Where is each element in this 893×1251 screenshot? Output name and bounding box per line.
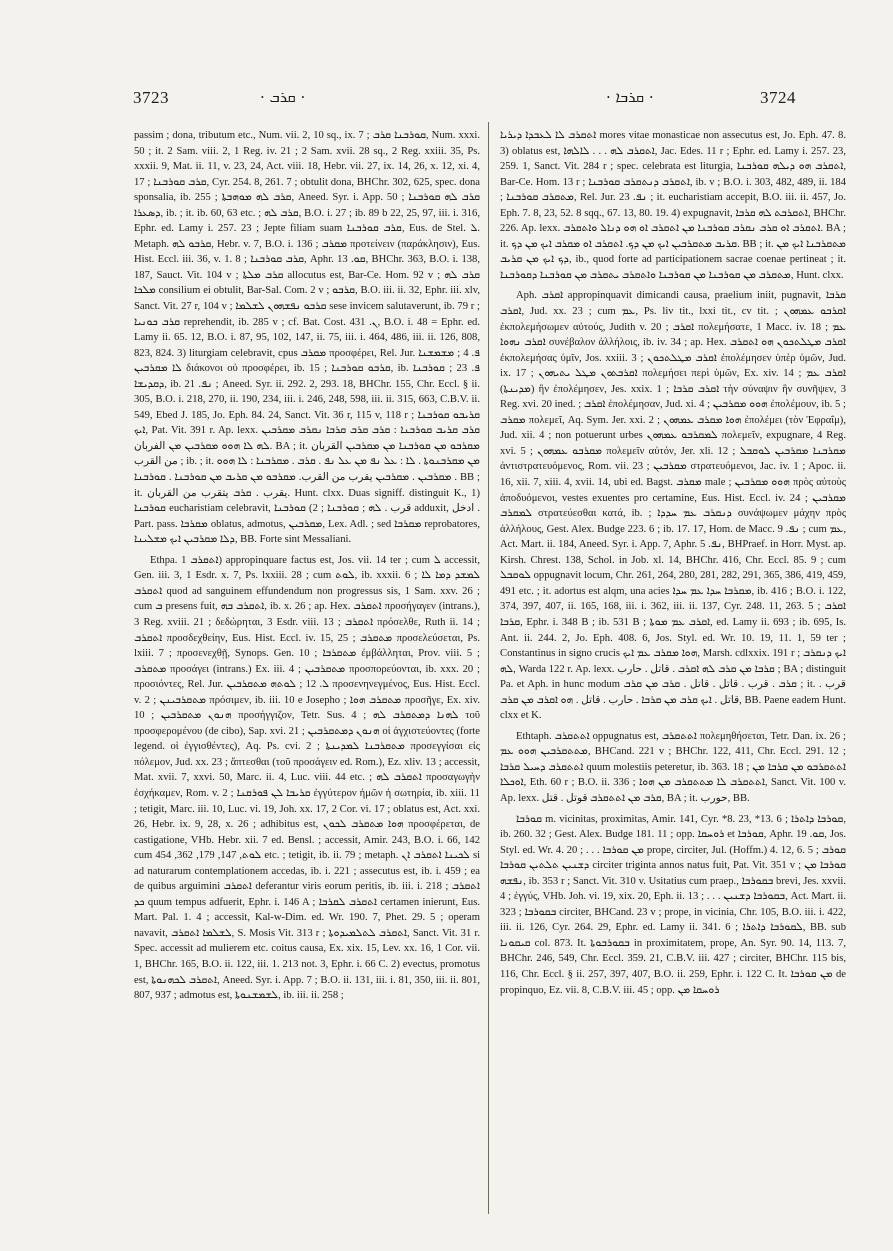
right-column (500, 128, 846, 998)
entry-qurba: ܩܘܪܒܐ m. vicinitas, proximitas, Amir. 141, Cyr. *8. 23, *13. 6 ; ܩܘܪܒܐ ܕܐܬܪܐ, ib. 260. 32 ; Gest. Alex. Budge 181. 11 ; opp. ܪܘܚܩܐ et ܩܘܪܒܐ, Aphr. ܩܘ. 19, Jos. Styl. ed. Wr. 4. 20 ; . . . ܡܢ ܩܘܪܒܐ prope, circiter, Jul. (Hoffm.) 4. 12, 6. 5 ; ܩܘܪܒ ܕܫܢܝܢ ܬܠܬܝܢ ܩܘܪܒܐ circiter triginta annos natus fuit, Pat. Vit. 351 v ; ܩܘܪܒܐ ܡܢ ܢܦܫܗ, ib. 353 r ; Sanct. Vit. 310 v. Usitatius cum praep., ܒܩܘܪܒܐ brevi, Jes. xxvii. 4 ; ἐγγύς, VHb. Joh. vi. 19, xix. 20, Eph. ii. 13 ; . . . ܒܩܘܪܒܐ ܕܫܢܝܢ, Act. Mart. ii. 323 ; ܒܩܘܪܒܐ circiter, BHCand. 23 v ; prope, in vicinia, Chr. 105, B.O. iii. i. 422, iii. ii. 126, Cyr. 264. 29, Ephr. ed. Lamy ii. 341. 6 ; ܠܩܘܪܒܐ ܕܐܬܪܐ, BB. sub ܩܝܩܘܢܐ col. 873. It. ܒܩܘܪܒܘܬܐ in proximitatem, prope, An. Syr. 90. 14, 113. 7, BHChr. 246, 549, Chr. Eccl. 359. 21, C.B.V. iii. 427 ; circiter, BHChr. 115 bis, 116, Chr. Eccl. § ii. 257, 397, 407, B.O. ii. 259, Ephr. i. 122 C. It. ܡܢ ܩܘܪܒܐ de propinquo, Ez. vii. 8, C.B.V. iii. 45 ; opp. ܪܘܚܩܐ ܡܢ (500, 813, 847, 996)
left-column (134, 128, 480, 1004)
left-running-title: · ܩܪܒ · (260, 88, 306, 106)
page-bottom-edge (0, 1222, 893, 1223)
entry-aph: Aph. ܐܩܪܒ appropinquavit dimicandi causa, praelium iniit, pugnavit, ܩܪܒܐ ܐܩܪܒ, Jud. xx. 23 ; cum ܥܡ, Ps. liv tit., lxxi tit., cv tit. ; ܐܩܪܒܘ ܥܡܗܘܢ ἐκπολεμήσωμεν αὐτούς, Judith v. 20 ; ܐܩܪܒ πολεμήσατε, 1 Macc. iv. 18 ; ܥܡ ܐܩܪܒ ܢܗܘܐ συνέβαλον ἀλλήλοις, ib. iv. 34 ; ap. Hex. ܐܩܪܒ ܡܛܠܬܟܘܢ ܗܘ ܐܬܩܪܒ ἐκπολεμήσας ὑμῖν, Jos. xxiii. 3 ; ܐܩܪܒ ܡܛܠܬܟܘܢ ἐπολέμησεν ὑπὲρ ὑμῶν, Jud. ix. 17 ; ܐܩܪܒܬܘܢ ܡܛܠ ܝܬܝܗܘܢ πολεμήσει περὶ ὑμῶν, Ex. xiv. 14 ; ܐܩܪܒ ܥܡ (ܡܕܝܢܬܐ) ἣν ἐπολέμησεν, Jes. xxix. 1 ; ܐܩܪܒ ܩܪܒܐ τὴν σύναψιν ἣν συνῆψεν, 3 Reg. xvi. 20 ined. ; ܐܩܪܒ ἐπολέμησαν, Jud. xi. 4 ; ܗܘܘ ܡܩܪܒܝܢ ἐπολέμουν, ib. 5 ; ܡܩܪܒ πολεμεῖ, Aq. Sym. Jer. xxi. 2 ; ܗܘܐ ܡܩܪܒ ܥܡܗܘܢ ἐπολέμει (τὸν Ἐφραΐμ), Jud. xii. 4 ; non potuerunt urbes ܠܡܩܪܒܘ ܥܡܗܘܢ πολεμεῖν, expugnare, 4 Reg. xvi. 5 ; ܡܩܪܒܘ ܥܡܗܘܢ πολεμεῖν αὐτόν, Jer. xli. 12 ; ܡܩܪܒܢܐ ܡܩܪܒܝܢ ܠܘܩܒܠ ἀντιστρατευόμενος, Rom. vii. 23 ; ܡܩܪܒܝܢ στρατευόμενοι, Jac. iv. 1 ; Apoc. ii. 16, xii. 7, xiii. 4, xvii. 14, ubi ed. Bagst. ܡܩܪܒ male ; ܗܘܘ ܡܩܪܒܝܢ πρὸς αὐτοὺς ἀποδυόμενοι, vestes exuentes pro certamine, Eus. Hist. Eccl. iv. 24 ; ܡܩܪܒܝܢ ܠܡܩܪܒ στρατεύεσθαι κατά, ib. ; ܕܢܩܪܒ ܥܡ ܚܕܕܐ συνάψωμεν μάχην πρὸς ἀλλήλους, Gest. Alex. Budge 223. 6 ; ib. 17. 17, Hom. de Macc. ܢܦ. 9 ; cum ܥܡ, Act. Mart. ii. 184, Aneed. Syr. i. App. 7, Aphr. ܢܦ. 5, BHPraef. in Horr. Myst. ap. Kirsh. Chrest. 138, Schol. in Job. xl. 14, BHChr. 416, Chr. Eccl. 85. 9 ; cum ܠܘܩܒܠ oppugnavit locum, Chr. 261, 264, 280, 281, 282, 291, 365, 386, 419, 459, 491 etc. ; it. adortus est alqm, una acies ܡܩܪܒܐ ܚܕܐ ܥܡ ܚܕܐ, ib. 416 ; B.O. i. 122, 374, 397, 407, ii. 165, 168, iii. i. 362, iii. ii. 137, Cyr. 248. 11, 263. 5 ; ܐܩܪܒ ܩܪܒܐ, Ephr. i. 348 B ; ib. 531 B ; ܐܩܪܒ ܥܡ ܡܘܬܐ, ed. Lamy ii. 693 ; ib. 695, Is. Ant. ii. 244. 2, Jo. Eph. 408. 6, Jos. Styl. ed. Wr. 10. 19, 11. 1, 59 ter ; Constantinus in signo crucis ܗܘܐ ܡܩܪܒ ܥܡ ܐܝܟ, Marsh. cdlxxix. 191 r ; ܐܝܟ ܕܢܩܪܒ ܠܗ, Warda 122 r. Ap. lexx. ܩܪܒܐ ܡܢ ܩܪܒ ܠܗ ܐܩܪܒ . قاتل . حارب ; BA ; distinguit Pa. et Aph. in hunc modum ܩܪܒ . قرب . قاتل . قاتل . ܩܪܒ ܡܢ ܩܪܒ ; it. قرب . قاتل . ܐܝܟ ܩܪܒ ܡܢ ܩܪܒܐ . حارب . قاتل . ܗܘ ܐܩܪܒ ܡܢ ܩܪܒ, BB. Paene eadem Hunt. clxx et K. (500, 290, 847, 722)
entry-ethtaph: Ethtaph. ܐܬܬܩܪܒ oppugnatus est, ܐܬܬܩܪܒ πολεμηθήσεται, Tetr. Dan. ix. 26 ; ܡܬܬܩܪܒܝܢ ܗܘܘ ܥܡ, BHCand. 221 v ; BHChr. 122, 411, Chr. Eccl. 291. 12 ; ܐܬܬܩܪܒ ܕܚܝܠ ܩܪܒܐ quum molestiis peteretur, ib. 363. 18 ; ܐܬܬܩܪܒܘ ܡܢ ܩܪܒܐ ܡܢ ܐܘܟܠܐ, Eth. 60 r ; B.O. ii. 336 ; ܐܬܬܩܪܒ ܠܐ ܡܬܬܩܪܒ ܡܢ ܗܘܐ, Sanct. Vit. 100 v. Ap. lexx. ܩܪܒ ܡܢ ܐܬܬܩܪܒ قوتل . قتل, BA ; it. حورب, BB. (500, 730, 846, 804)
entry-paragraph: passim ; dona, tributum etc., Num. vii. 2, 10 sq., ix. 7 ; ܩܘܪܒܢܐ ܩܪܒ, Num. xxxi. 50 ; it. 2 Sam. viii. 2, 1 Reg. iv. 21 ; 2 Sam. xvii. 28 sq., 2 Reg. xxiii. 35, Ps. xxxii. 9, Mat. ii. 11, v. 23, 24, Act. viii. 18, Hebr. vii. 27, ix. 14, 26, x. 12, xi. 4, 17 ; ܩܪܒ ܩܘܪܒܢܐ, Cyr. 254. 8, 261. 7 ; obtulit dona, BHChr. 302, 625, spec. dona sponsalia, ib. 255 ; ܩܪܒ ܠܗ ܡܘܗܒܬܐ, Aneed. Syr. i. App. 50 ; ܩܪܒ ܠܗ ܩܘܪܒܢܐ ܕܣܥܪܐ, ib. ; it. ib. 60, 63 etc. ; ܩܪܒ ܠܗ, B.O. i. 27 ; ib. 89 b 22, 25, 97, iii. i. 316, Ephr. ed. Lamy i. 257. 23 ; Jepte filiam suam ܩܪܒ ܩܘܪܒܢܐ, Eus. de Stel. ܠ. Metaph. ܩܪܒܘ ܠܗ, Hebr. v. 7, B.O. i. 136 ; ܡܩܪܒ προτείνειν (παράκλησιν), Eus. Hist. Eccl. iii. 36, v. 1. 8 ; ܩܪܒ ܩܘܪܒܢܐ, Aphr. ܩܘ. 13, BHChr. 363, B.O. i. 138, 187, Sauct. Vit. 104 v ; ܩܪܒ ܡܠܬܐ allocutus est, Bar-Ce. Hom. 92 v ; ܩܪܒ ܠܗ ܡܠܟܐ consilium ei obtulit, Bar-Sal. Com. 2 v ; ܩܪܒܘ, B.O. iii. ii. 32, Ephr. iii. xlv, Sanct. Vit. 27 r, 104 v ; ܩܪܒܘ ܢܦܫܗܘܢ ܠܫܠܡܐ sese invicem salutaverunt, ib. 79 r ; ܩܪܒ ܟܘܢܝܐ reprehendit, ib. 285 v ; cf. Bat. Cost. ܢ. 431, B.O. i. 48 = Ephr. ed. Lamy ii. 65. 12, B.O. i. 87, 95, 102, 147, ii. 75, iii. i. 464, 486, iii. ii. 126, 808, 823, 824. 3) liturgiam celebravit, cpus ܡܩܪܒ προσφέρει, Rel. Jur. ܦ. 4 ; ܡܫܡܫܢܐ ܠܐ ܡܩܪܒܝܢ διάκονοι οὐ προσφέρει, ib. 15 ; ܩܪܒܘ ܩܘܪܒܢܐ, ib. ܦ. 23 ; ܩܘܪܒܢܐ ܕܩܕܝܫܐ, ib. ܢܦ. 21 ; Aneed. Syr. ii. 292. 2, 293. 18, BHChr. 155, Chr. Eccl. § ii. 305, B.O. i. 218, 270, ii. 190, 234, iii. i. 246, 248, 598, iii. ii. 315, 663, C.B.V. ii. 549, Ebed J. 185, Jo. Eph. 84. 24, Sanct. Vit. 36 r, 115 v, 118 r ; ܩܪܝܒܘ ܩܘܪܒܢܐ ܐܝܟ, Pat. Vit. 391 r. Ap. lexx. ܩܪܒ ܩܪܝܒ ܩܘܪܒܢܐ : ܩܪܒ ܩܪܒ ܩܪܒܐ ܢܩܪܒ ܡܩܪܒܝܢ ܠܗ ܠܐ ܗܘܘ ܡܩܪܒܝܢ ܡܢ الفربان. BA ; it. ܡܩܪܒܘ ܡܢ ܩܘܪܒܢܐ ܡܢ ܡܩܪܒܝܢ القربان من القرب ; ib. ; it. ܡܢ ܡܩܪܒܢܘܬܐ . ܠܐ : ܥܠ ܢܦ ܡܢ ܥܠ ܢܦ . ܩܪܒ . ܡܩܪܒܢܐ : ܠܐ ܗܘܘ ܡܩܪܒܝܢ . ܡܩܪܒܝܢ يقرب من القرب. ܡܩܪܒܘ ܡܢ ܩܪܝܒ ܡܢ ܩܘܪܒܢܐ . ܩܘܪܒܢܐ . BB ; it. يقرب . ܩܪܒ يتقرب من القربان. Hunt. clxx. Duas signiff. distinguit K., 1) ܩܘܪܒܢܐ eucharistiam celebravit, قرب . ܠܗ ; ܩܘܪܒܢܐ ; 2) ܩܘܪܒܢܐ adduxit, ادخل . Part. pass. ܡܩܪܒܐ oblatus, admotus, ܡܩܪܒܝܢ, Lex. Adl. ; sed ܡܩܪܒܐ reprobatores, ܕܠܐ ܡܩܪܒܝܢ ܐܝܟ ܡܫܠܝܢܐ, BB. Forte sint Messaliani. (134, 130, 481, 546)
entry-ethpa: Ethpa. ܐܬܩܪܒ 1) appropinquare factus est, Jos. vii. 14 ter ; cum ܠ accessit, Gen. iii. 3, 1 Esdr. x. 7, Ps. lxxiii. 28 ; cum ܠܘܬ, ib. xxxii. 6 ; ܠܡܫܕ ܕܡܐ ܠܐ ܐܬܩܪܒ quod ad sanguinem effundendum non progressus sis, 1 Sam. xxv. 26 ; cum ܒ presens fuit, ܐܬܩܪܒ ܒܗ, ib. x. 26 ; ap. Hex. ܐܬܩܪܒ προσήγαγεν (intrans.), 3 Reg. xviii. 21 ; δεδώρηται, 3 Esdr. viii. 13 ; ܐܬܩܪܒ πρόσελθε, Ruth ii. 14 ; ܐܬܩܪܒ προσδεχθείην, Eus. Hist. Eccl. iv. 15, 25 ; ܡܬܩܪܒ προσελεύσεται, Ps. lxiii. 7 ; προσενεχθῇ, Synops. Gen. 10 ; ܡܬܩܪܒܐ ἐμβάλληται, Prov. viii. 5 ; ܡܬܩܪܒ προσάγει (intrans.) Ex. iii. 4 ; ܡܬܩܪܒܝܢ προσπορεύονται, ib. xxx. 20 ; προσιόντες, Rel. Jur. ܠ. 12 ; ܠܘܬܗ ܡܬܩܪܒܝܢ προσενηνεγμένος, Eus. Hist. Eccl. v. 2 ; ܡܬܩܪܒܝܢܢ πρόσιμεν, ib. iii. 10 e Josepho ; ܡܬܩܪܒ ܗܘܐ προσῆγε, Ex. xiv. 10 ; ܗܢܘܢ ܡܬܩܪܒܝܢ προσήγγιζον, Tetr. Sus. 4 ; ܠܗܢܐ ܕܡܬܩܪܒ ܠܗ τοῦ προσφερομένου (de cibo), Sap. xvi. 21 ; ܗܢܘܢ ܕܡܬܩܪܒܝܢ οἱ ἀγχιστεύοντες (forte legend. οἱ ἐγγισθέντες), Aq. Ps. cvi. 2 ; ܡܬܩܪܒܢܐ ܠܡܕܝܢܬܐ προσεγγίσαι εἰς πόλεμον, Jud. xx. 23 ; ἅπτεσθαι (τοῦ προσάγειν ed. Rom.), Ez. xliv. 13 ; accessit, Mat. xvii. 7, xxvi. 50, Marc. ii. 4, Luc. viii. 44 etc. ; ܐܬܩܪܒ ܠܗ προσαγωγὴν ἐσχήκαμεν, Rom. v. 2 ; ܩܪܝܒܐ ܠܢ ܦܘܪܩܢܐ ἐγγύτερον ἡμῶν ἡ σωτηρία, ib. xiii. 11 ; tetigit, Marc. iii. 10, Luc. vi. 19, Joh. xx. 17, 2 Cor. vi. 17 ; oblatus est, Act. xxi. 26, Hebr. ix. 9, 28, x. 26 ; adhibitus est, ܗܘܐ ܡܬܩܪܒ ܠܟܘܢ προσφέρεται, de castigatione, VHb. Hebr. xii. 7 ed. Bensl. ; accessit, Amir. 243, B.O. i. 66, 142 cum ܠܘܬ, 147, 179, 362, 454 etc. ; tetigit, ib. ii. 79 ; metaph. ܠܟܝܢܐ ܐܬܩܪܒ ܐܢ si ad naturarum contemplationem accedas, ib. i. 221 ; assecutus est, ib. i. 459 ; ea de quibus arguimini ܐܬܩܪܒ deferantur viris eorum peritis, ib. iii. i. 218 ; ܐܬܩܪܒ ܟܕ quum tempus adfuerit, Ephr. i. 146 A ; ܐܬܩܪܒ ܠܩܪܒܐ certamen inierunt, Eus. Mart. Pal. 1. 4 ; accessit, Kal-w-Dim. ed. Wr. 190. 7, Phet. 29. 5 ; operam navavit, ܠܫܠܡܐ ܐܬܩܪܒ, S. Mosis Vit. 313 r ; ܐܬܩܪܒ ܠܬܠܡܝܕܘܬܐ, Sanct. Vit. 31 r. Spec. accessit ad mulierem etc. coitus causa, Ex. xix. 15, Lev. xx. 16, 1 Cor. vii. 1, BHChr. 165, B.O. ii. 122, iii. 1. 213 not. 3, Ephr. i. 66 C. 2) evectus, promotus est, ܐܬܩܪܒ ܠܟܗܢܘܬܐ, Aneed. Syr. i. App. 7 ; B.O. ii. 131, iii. i. 81, 350, iii. ii. 801, 807, 937 ; admotus est, ܠܫܡܫܢܘܬܐ, ib. iii. ii. 258 ; (134, 554, 481, 1002)
page-header (0, 0, 893, 60)
right-page-number: 3724 (760, 88, 796, 107)
entry-continuation: ܐܬܩܪܒ ܠܐ ܠܥܒܕܐ ܕܝܪܝܐ mores vitae monasticae non assecutus est, Jo. Eph. 47. 8. 3) oblatus est, ܐܬܩܪܒ ܠܗ . . . ܠܐܠܗܐ, Jac. Edes. 11 r ; Ephr. ed. Lamy i. 257. 23, 259. 1, Sanct. Vit. 284 r ; spec. celebrata est liturgia, ܐܬܩܪܒ ܗܘ ܕܝܠܗ ܩܘܪܒܢܐ, Bar-Ce. Hom. 13 r ; ܐܬܩܪܒ ܕܢܬܩܪܒ ܩܘܪܒܢܐ, ib. v ; B.O. i. 303, 482, 489, ii. 184 ; ܡܬܩܪܒ ܩܘܪܒܢܐ, Rel. Jur. ܢܦ. 23 ; it. eucharistiam accepit, B.O. iii. ii. 457, Jo. Eph. 7. 8, 23, 52. 8 sqq., 67. 13, 80. 19. 4) expugnavit, ܐܬܩܪܒܬ ܠܗ ܩܪܒܐ, BHChr. 226. Ap. lexx. ܐܬܩܪܒ ܐܘ ܩܪܒ ܢܩܪܒ ܩܘܪܒܢܐ ܡܢ ܐܬܩܪܒ ܐܘ ܗܘ ܕܢܐܠ ܘܐܬܩܪܒ. BA ; it. ܩܪܝܒ ܡܬܩܪܒܝܢ ܐܝܟ ܡܢ ܕܟ. ܐܬܩܪܒ ܐܘ ܡܩܪܒ ܐܝܟ ܡܢ ܕܟ. BB ; it. ܡܬܩܪܒܢܐ ܐܝܟ ܡܢ ܕܟ ܐܝܟ ܡܢ ܩܪܝܒ, ib., quod forte ad participationem sacrae coenae pertineat ; it. ܡܬܩܪܒ ܡܢ ܩܘܪܒܢܐ ܡܢ ܩܘܪܒܢܐ ܘܐܬܩܪܒ ܝܬܩܪܒ ܡܢ ܩܘܪܒܢܐ ܕܩܘܪܒܢܐ, Hunt. clxx. (500, 130, 847, 281)
right-running-title: · ܩܪܒܐ · (606, 88, 654, 106)
left-page-number: 3723 (133, 88, 169, 107)
column-divider (488, 122, 489, 1214)
